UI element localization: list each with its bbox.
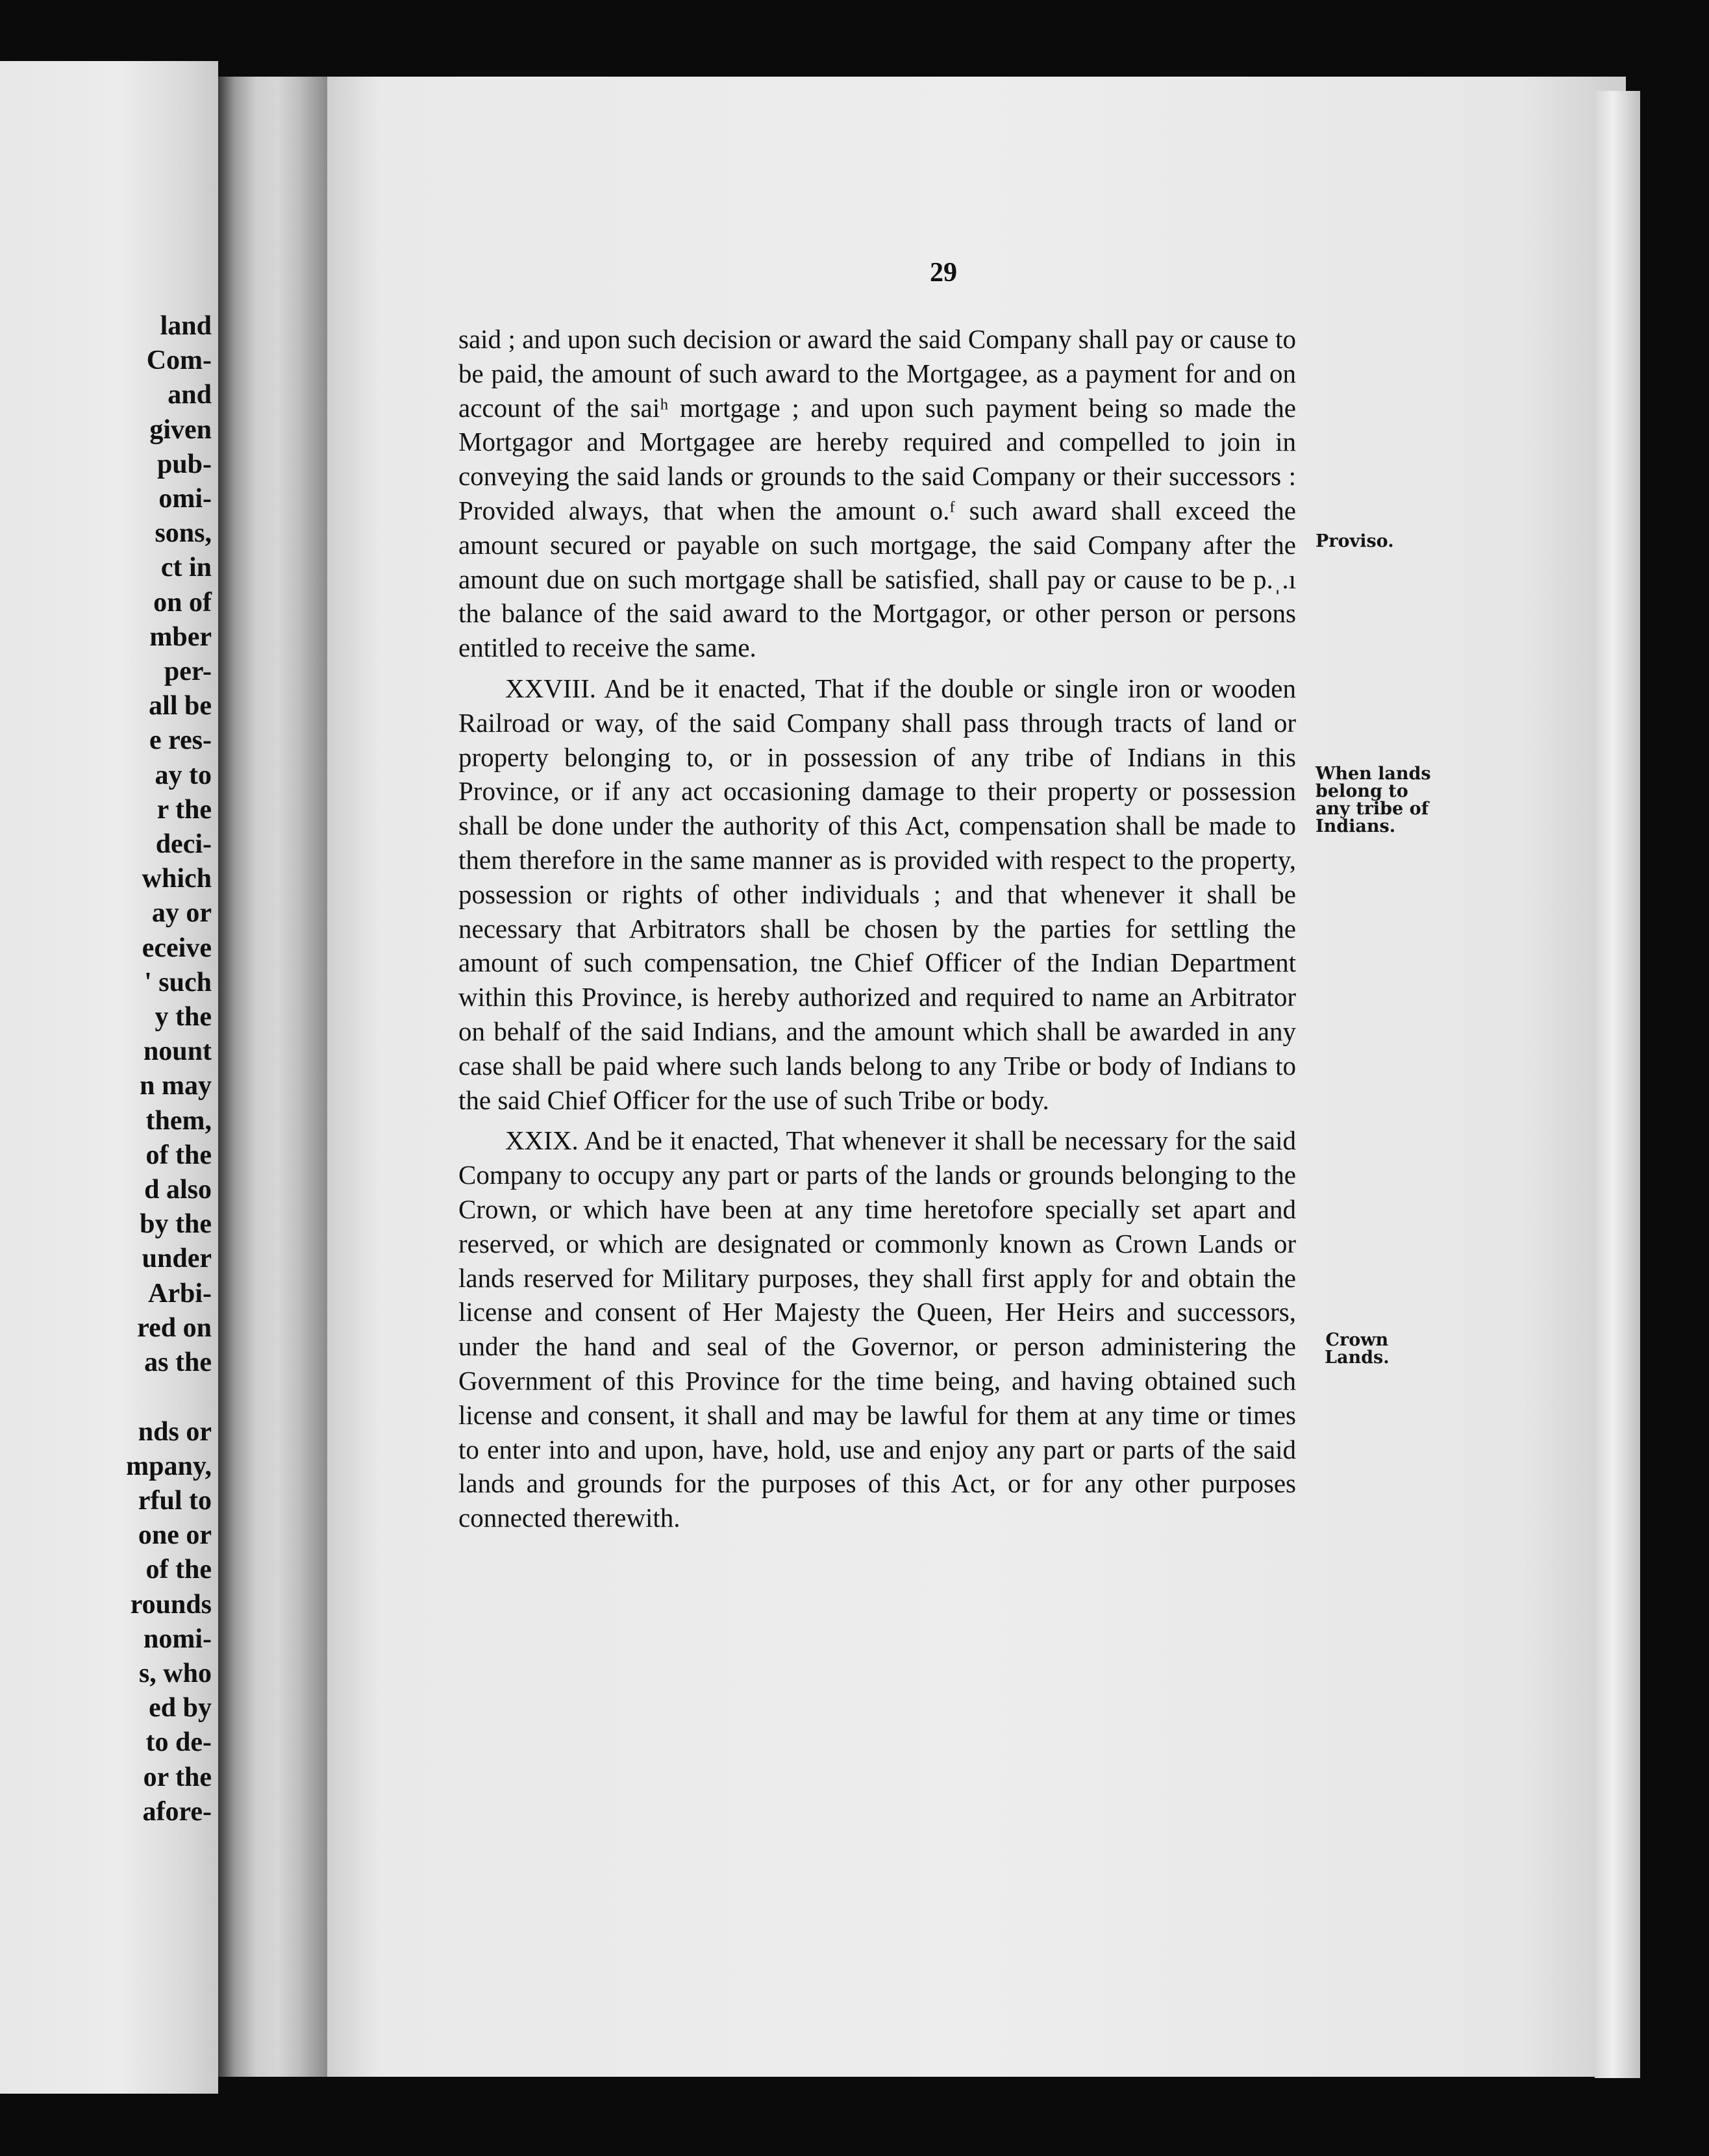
facing-page-line: as the — [144, 1348, 212, 1378]
paragraph-section-xxix: XXIX. And be it enacted, That whenever it shall be necessary for the said Company to occupy any part or parts of the lands or grounds belonging to the Crown, or which have been at any time heretofore specially set apart and reserved, or which are designated or commonly known as Crown Lands or lands reserved for Military purposes, they shall first apply for and obtain the license and consent of Her Majesty the Queen, Her Heirs and successors, under the hand and seal of the Governor, or person administering the Government of this Province for the time being, and having obtained such license and consent, it shall and may be lawful for them at any time or times to enter into and upon, have, hold, use and enjoy any part or parts of the said lands and grounds for the purposes of this Act, or for any other purposes connected therewith. — [458, 1125, 1296, 1533]
facing-page-line: sons, — [155, 518, 212, 549]
facing-page-line: of the — [145, 1555, 212, 1585]
facing-page-line: r the — [156, 794, 212, 825]
facing-page-line: by the — [140, 1209, 212, 1240]
facing-page-line: per- — [164, 657, 212, 687]
facing-page-line: nount — [143, 1036, 212, 1067]
facing-page-line: nomi- — [143, 1623, 212, 1654]
facing-page-line: under — [142, 1244, 212, 1274]
facing-page-line: nds or — [138, 1416, 212, 1447]
facing-page-line: rful to — [138, 1485, 212, 1516]
facing-page-line: red on — [137, 1312, 212, 1343]
facing-page-line: ct in — [160, 553, 212, 583]
facing-page-line: rounds — [130, 1589, 212, 1620]
paragraph-section-xxviii: XXVIII. And be it enacted, That if the double or single iron or wooden Railroad or way, of the said Company shall pass through tracts of land or property belonging to, or in possession of any tribe of Indians in this Province, or if any act occasioning damage to their property or possession shall be done under the authority of this Act, compensation shall be made to them therefore in the same manner as is provided with respect to the property, possession or rights of other individuals ; and that whenever it shall be necessary that Arbitrators shall be chosen by the parties for settling the amount of such compensation, tne Chief Officer of the Indian Department within this Province, is hereby authorized and required to name an Arbitrator on behalf of the said Indians, and the amount which shall be awarded in any case shall be paid where such lands belong to any Tribe or body of Indians to the said Chief Officer for the use of such Tribe or body. — [458, 673, 1296, 1115]
facing-page-line: ' such — [144, 967, 212, 997]
facing-page-line — [126, 1380, 212, 1414]
body-text — [458, 322, 1296, 1535]
facing-page-line: y the — [155, 1002, 212, 1033]
book-gutter — [218, 77, 327, 2077]
facing-page-line: ay or — [151, 898, 212, 929]
facing-page-line: deci- — [155, 829, 212, 860]
facing-page-line: which — [142, 864, 212, 894]
facing-page-line: e res- — [149, 725, 212, 756]
facing-page-line: all be — [149, 691, 212, 721]
facing-page-line: s, who — [138, 1658, 212, 1688]
facing-page-line: eceive — [142, 933, 212, 963]
paragraph-continuation: said ; and upon such decision or award the said Company shall pay or cause to be paid, the amount of such award to the Mortgagee, as a payment for and on account of the saiʰ mortgage ; and upon such payment being so made the Mortgagor and Mortgagee are hereby required and compelled to join in conveying the said lands or grounds to the said Company or their successors : Provided always, that when the amount o.ᶠ such award shall exceed the amount secured or payable on such mortgage, the said Company after the amount due on such mortgage shall be satisfied, shall pay or cause to be p.ˌ.ı the balance of the said award to the Mortgagor, or other person or persons entitled to receive the same. — [458, 324, 1296, 663]
facing-page-left — [0, 61, 218, 2094]
facing-page-line: mpany, — [126, 1451, 212, 1481]
facing-page-line: omi- — [158, 484, 212, 514]
facing-page-line: and — [168, 380, 212, 410]
facing-page-line: afore- — [142, 1796, 212, 1827]
facing-page-line: or the — [143, 1762, 212, 1792]
facing-page-line: ay to — [155, 760, 212, 790]
facing-page-line: mber — [149, 621, 212, 652]
page-edge — [1595, 91, 1640, 2078]
page-number: 29 — [930, 258, 957, 288]
facing-page-line: to de- — [145, 1727, 212, 1758]
facing-page-line: Arbi- — [148, 1278, 212, 1309]
facing-page-line: land — [160, 311, 212, 341]
facing-page-line: on of — [153, 587, 212, 618]
facing-page-line: ed by — [149, 1693, 212, 1724]
facing-page-line: one or — [138, 1520, 212, 1551]
margin-note-proviso: Proviso. — [1316, 531, 1394, 551]
facing-page-line: them, — [145, 1105, 212, 1136]
facing-page-line: of the — [145, 1140, 212, 1170]
facing-page-line: d also — [144, 1175, 212, 1205]
facing-page-line: Com- — [146, 345, 212, 376]
facing-page-line: given — [149, 414, 212, 445]
facing-page-line: n may — [140, 1071, 212, 1101]
margin-note-crown-lands: Crown Lands. — [1325, 1330, 1390, 1368]
margin-note-indian-lands: When lands belong to any tribe of Indians. — [1316, 764, 1431, 836]
facing-page-line: pub- — [156, 449, 212, 479]
facing-page-text-fragments — [126, 309, 212, 1829]
